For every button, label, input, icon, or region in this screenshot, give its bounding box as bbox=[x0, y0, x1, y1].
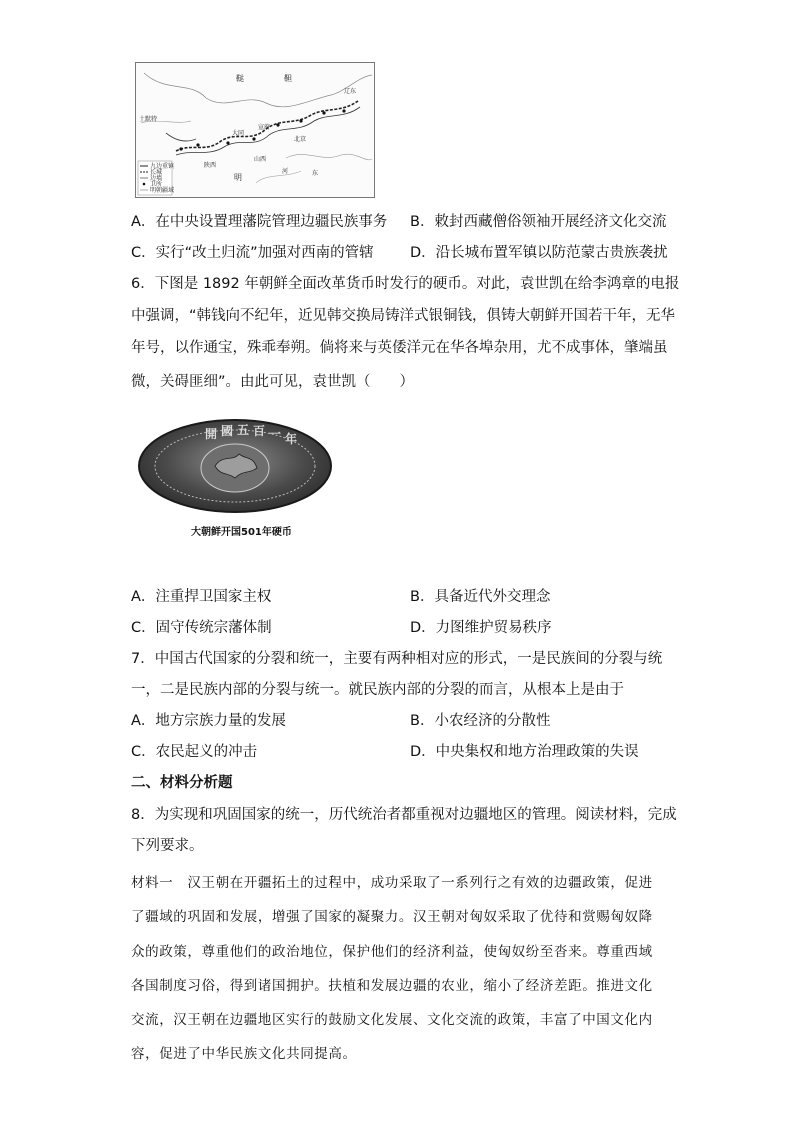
map-region-label: 河 bbox=[282, 168, 289, 175]
legend-item: 明朝疆域 bbox=[150, 187, 175, 194]
q6-stem-line-1: 6．下图是 1892 年朝鲜全面改革货币时发行的硬币。对此，袁世凯在给李鸿章的电报 bbox=[131, 276, 680, 292]
q8-stem-line-1: 8．为实现和巩固国家的统一，历代统治者都重视对边疆地区的管理。阅读材料，完成 bbox=[131, 807, 677, 823]
material-line: 材料一 汉王朝在开疆拓土的过程中，成功采取了一系列行之有效的边疆政策，促进 bbox=[131, 875, 653, 891]
q6-stem-line-2: 中强调，“韩钱向不纪年，近见韩交换局铸洋式银铜钱，俱铸大朝鲜开国若干年，无华 bbox=[131, 308, 676, 324]
legend-item: 卫所 bbox=[150, 181, 163, 188]
coin-glyph: 百 bbox=[253, 424, 266, 438]
material-line: 各国制度习俗，得到诸国拥护。扶植和发展边疆的农业，缩小了经济差距。推进文化 bbox=[131, 978, 653, 994]
material-line: 了疆域的巩固和发展，增强了国家的凝聚力。汉王朝对匈奴采取了优待和赏赐匈奴降 bbox=[131, 909, 653, 925]
map-region-label: 东 bbox=[312, 170, 319, 177]
q7-stem-line-1: 7．中国古代国家的分裂和统一，主要有两种相对应的形式，一是民族间的分裂与统 bbox=[131, 651, 663, 667]
q6-option-a: A．注重捍卫国家主权 bbox=[131, 589, 272, 605]
map-north-label-2: 靼 bbox=[284, 74, 292, 83]
q5-option-d: D．沿长城布置军镇以防范蒙古贵族袭扰 bbox=[410, 245, 668, 261]
map-legend bbox=[138, 161, 175, 195]
coin-glyph: 國 bbox=[221, 424, 234, 438]
q7-option-a: A．地方宗族力量的发展 bbox=[131, 713, 286, 729]
map-graphic bbox=[136, 63, 374, 197]
map-region-label: 宣府 bbox=[258, 124, 271, 131]
legend-item: 长城 bbox=[150, 169, 163, 176]
map-region-label: 辽东 bbox=[344, 88, 357, 95]
legend-item: 边墙 bbox=[150, 175, 163, 182]
q6-option-c: C．固守传统宗藩体制 bbox=[131, 620, 272, 636]
q6-stem-line-4: 微，关碍匪细”。由此可见，袁世凯（ ） bbox=[131, 374, 415, 390]
material-line: 容，促进了中华民族文化共同提高。 bbox=[131, 1046, 357, 1062]
q7-option-b: B．小农经济的分散性 bbox=[410, 713, 551, 729]
material-line: 交流，汉王朝在边疆地区实行的鼓励文化发展、文化交流的政策，丰富了中国文化内 bbox=[131, 1012, 653, 1028]
coin-glyph: 開 bbox=[205, 427, 218, 441]
q5-option-c: C．实行“改土归流”加强对西南的管辖 bbox=[131, 245, 374, 261]
q5-option-a: A．在中央设置理藩院管理边疆民族事务 bbox=[131, 214, 388, 230]
q5-option-b: B．敕封西藏僧俗领袖开展经济文化交流 bbox=[410, 214, 667, 230]
map-region-label: 北京 bbox=[294, 136, 307, 143]
q6-option-d: D．力图维护贸易秩序 bbox=[410, 620, 552, 636]
coin-glyph: 五 bbox=[237, 423, 250, 437]
map-region-label: 陕西 bbox=[204, 162, 217, 169]
map-region-label: 山西 bbox=[254, 156, 267, 163]
q7-stem-line-2: 一，二是民族内部的分裂与统一。就民族内部的分裂的而言，从根本上是由于 bbox=[131, 682, 624, 698]
map-south-label: 明 bbox=[234, 173, 242, 182]
korean-coin-image bbox=[135, 416, 335, 540]
q6-stem-line-3: 年号，以作通宝，殊乖奉朔。倘将来与英倭洋元在华各埠杂用，尤不成事体，肇端虽 bbox=[131, 340, 668, 356]
coin-glyph: 年 bbox=[285, 432, 298, 446]
q6-option-b: B．具备近代外交理念 bbox=[410, 589, 551, 605]
coin-graphic bbox=[135, 416, 335, 540]
map-region-label: 大同 bbox=[232, 130, 245, 137]
q8-stem-line-2: 下列要求。 bbox=[131, 838, 204, 854]
q7-option-d: D．中央集权和地方治理政策的失误 bbox=[410, 744, 639, 760]
ming-frontier-map bbox=[135, 62, 375, 198]
section-heading: 二、材料分析题 bbox=[131, 775, 233, 791]
coin-glyph: 一 bbox=[269, 427, 282, 441]
legend-item: 九边重镇 bbox=[150, 163, 175, 170]
map-north-label: 鞑 bbox=[236, 74, 244, 83]
coin-caption: 大朝鲜开国501年硬币 bbox=[191, 527, 292, 538]
q7-option-c: C．农民起义的冲击 bbox=[131, 744, 258, 760]
map-region-label: 土默特 bbox=[139, 116, 158, 123]
material-line: 众的政策，尊重他们的政治地位，保护他们的经济利益，使匈奴纷至沓来。尊重西域 bbox=[131, 944, 653, 960]
